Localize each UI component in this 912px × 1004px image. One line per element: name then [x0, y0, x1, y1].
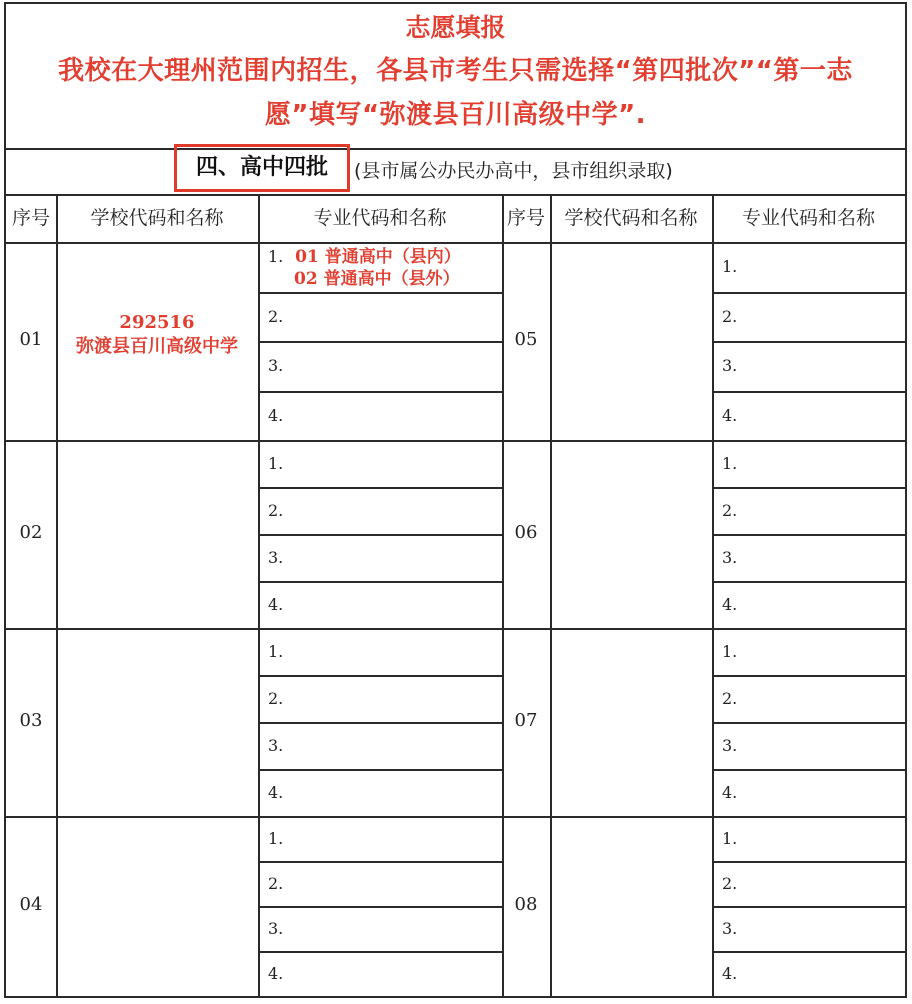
school-code: 292516	[119, 312, 195, 333]
school-entry	[56, 311, 258, 359]
col-header-school-left: 学校代码和名称	[90, 207, 224, 229]
col-header-seq-left: 序号	[11, 207, 50, 229]
choice-table	[6, 194, 905, 996]
major-slot: 3.	[268, 548, 284, 567]
major-slot: 3.	[722, 548, 738, 567]
major-slot: 1.	[268, 642, 284, 661]
row-seq: 08	[514, 894, 538, 915]
major-slot: 2.	[268, 307, 284, 326]
major-option-1: 01 普通高中（县内）	[289, 247, 461, 267]
row-seq: 02	[19, 522, 43, 543]
instruction-line-1: 我校在大理州范围内招生，各县市考生只需选择“第四批次”“第一志	[58, 56, 853, 86]
row-seq: 05	[514, 329, 538, 350]
major-slot: 4.	[268, 783, 284, 802]
instruction-line-2: 愿”填写“弥渡县百川高级中学”.	[264, 100, 647, 130]
major-slot: 3.	[268, 736, 284, 755]
major-slot: 4.	[722, 595, 738, 614]
major-slot: 2.	[722, 689, 738, 708]
major-slot: 4.	[722, 783, 738, 802]
batch-row	[6, 148, 905, 196]
major-slot: 3.	[722, 736, 738, 755]
major-slot: 3.	[722, 919, 738, 938]
major-slot: 2.	[722, 874, 738, 893]
column-divider	[502, 194, 504, 996]
major-slot: 3.	[722, 356, 738, 375]
major-slot: 4.	[722, 964, 738, 983]
form-title: 志愿填报	[405, 13, 506, 42]
row-seq: 06	[514, 522, 538, 543]
major-slot: 4.	[268, 406, 284, 425]
major-entry	[258, 246, 502, 290]
major-slot: 1.	[722, 454, 738, 473]
major-number: 1.	[268, 247, 284, 266]
batch-note: (县市属公办民办高中，县市组织录取)	[354, 160, 673, 182]
major-slot: 3.	[268, 919, 284, 938]
major-slot: 2.	[722, 501, 738, 520]
row-seq: 04	[19, 894, 43, 915]
major-slot: 4.	[268, 595, 284, 614]
row-seq: 07	[514, 710, 538, 731]
major-slot: 1.	[722, 257, 738, 276]
major-option-2: 02 普通高中（县外）	[294, 269, 460, 289]
form-header	[6, 4, 905, 150]
col-header-major-left: 专业代码和名称	[313, 207, 447, 229]
major-slot: 1.	[722, 829, 738, 848]
col-header-school-right: 学校代码和名称	[564, 207, 698, 229]
row-seq: 01	[19, 329, 43, 350]
row-seq: 03	[19, 710, 43, 731]
major-slot: 1.	[268, 829, 284, 848]
batch-label: 四、高中四批	[174, 144, 350, 192]
col-header-major-right: 专业代码和名称	[741, 207, 875, 229]
major-slot: 2.	[722, 307, 738, 326]
major-slot: 1.	[268, 454, 284, 473]
major-slot: 3.	[268, 356, 284, 375]
application-form	[4, 2, 907, 998]
major-slot: 2.	[268, 874, 284, 893]
major-slot: 2.	[268, 501, 284, 520]
major-slot: 4.	[722, 406, 738, 425]
col-header-seq-right: 序号	[506, 207, 545, 229]
major-slot: 4.	[268, 964, 284, 983]
column-divider	[550, 194, 552, 996]
school-name: 弥渡县百川高级中学	[76, 336, 238, 357]
major-slot: 1.	[722, 642, 738, 661]
major-slot: 2.	[268, 689, 284, 708]
